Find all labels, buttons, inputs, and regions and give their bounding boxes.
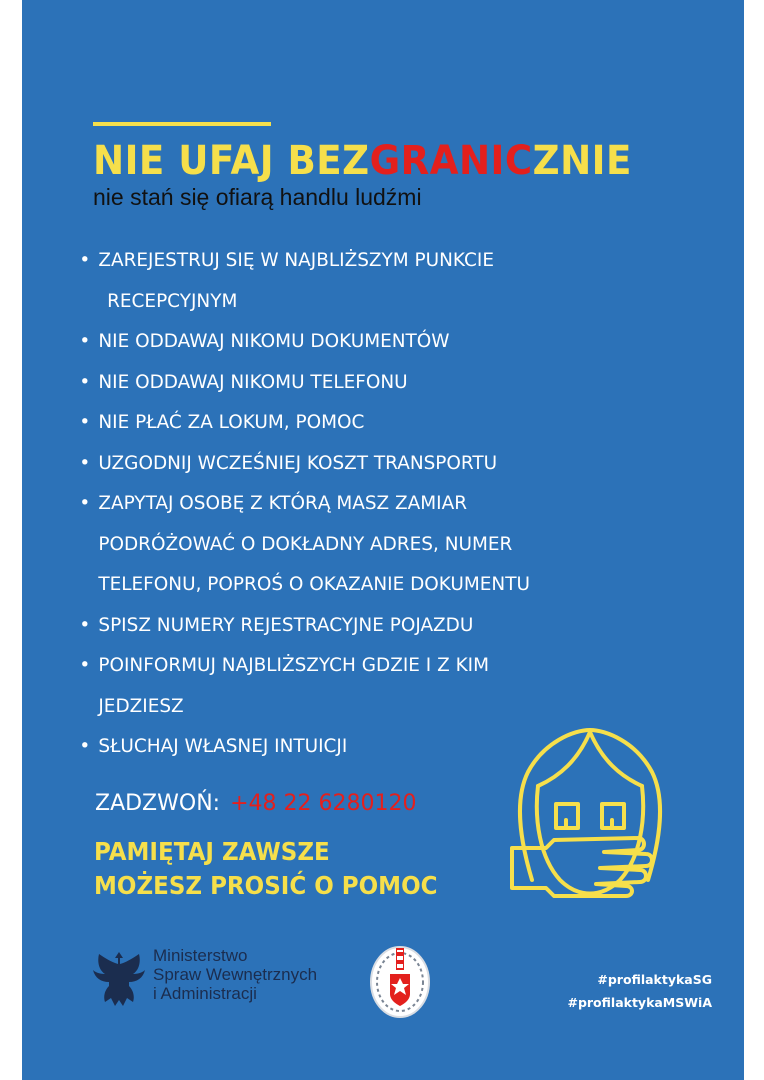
- ministry-line-1: Ministerstwo: [153, 946, 248, 965]
- remember-line-1: PAMIĘTAJ ZAWSZE: [94, 837, 330, 866]
- subheadline: nie stań się ofiarą handlu ludźmi: [93, 184, 422, 210]
- tip-line: ZAREJESTRUJ SIĘ W NAJBLIŻSZYM PUNKCIE: [98, 249, 494, 271]
- bullet-icon: •: [79, 370, 91, 393]
- tips-list: [78, 240, 638, 767]
- covered-mouth-face-icon: [500, 720, 680, 910]
- ministry-line-2: Spraw Wewnętrznych: [153, 965, 318, 984]
- tip-line: NIE PŁAĆ ZA LOKUM, POMOC: [98, 411, 365, 433]
- tip-line: UZGODNIJ WCZEŚNIEJ KOSZT TRANSPORTU: [98, 451, 498, 474]
- remember-line-2: MOŻESZ PROSIĆ O POMOC: [94, 871, 438, 900]
- tip-line: SŁUCHAJ WŁASNEJ INTUICJI: [98, 735, 348, 757]
- border-guard-seal-icon: [368, 940, 432, 1020]
- headline: [93, 136, 632, 186]
- ministry-line-3: i Administracji: [153, 984, 257, 1003]
- bullet-icon: •: [79, 735, 91, 757]
- tip-line: JEDZIESZ: [98, 694, 184, 717]
- tip-item: [78, 443, 621, 484]
- call-line: [95, 784, 416, 824]
- tip-item: [78, 321, 621, 362]
- tip-line: TELEFONU, POPROŚ O OKAZANIE DOKUMENTU: [98, 573, 530, 595]
- phone-number[interactable]: +48 22 6280120: [230, 791, 417, 816]
- hashtags: [567, 968, 712, 1014]
- bullet-icon: •: [79, 492, 91, 514]
- tip-line: NIE ODDAWAJ NIKOMU DOKUMENTÓW: [98, 330, 450, 352]
- tip-item: [78, 362, 621, 403]
- tip-item: [78, 402, 621, 443]
- bullet-icon: •: [79, 249, 91, 271]
- headline-part-2: GRANIC: [369, 138, 533, 184]
- headline-part-1: NIE UFAJ BEZ: [93, 138, 370, 184]
- tip-line: NIE ODDAWAJ NIKOMU TELEFONU: [98, 370, 408, 393]
- ministry-logo: [93, 946, 363, 1012]
- hashtag: #profilaktykaSG: [597, 972, 712, 987]
- headline-part-3: ZNIE: [532, 138, 632, 184]
- bullet-icon: •: [79, 451, 91, 474]
- tip-item: [78, 605, 621, 646]
- tip-item: [78, 240, 621, 321]
- hashtag: #profilaktykaMSWiA: [567, 995, 712, 1010]
- tip-item: [78, 645, 621, 726]
- bullet-icon: •: [79, 654, 91, 676]
- tip-line: RECEPCYJNYM: [107, 289, 238, 312]
- tip-line: SPISZ NUMERY REJESTRACYJNE POJAZDU: [98, 613, 474, 636]
- bullet-icon: •: [79, 330, 91, 352]
- tip-item: [78, 483, 621, 605]
- polish-eagle-icon: [93, 950, 145, 1008]
- tip-line: POINFORMUJ NAJBLIŻSZYCH GDZIE I Z KIM: [98, 654, 490, 676]
- tip-line: PODRÓŻOWAĆ O DOKŁADNY ADRES, NUMER: [98, 532, 513, 555]
- headline-rule: [93, 122, 271, 126]
- tip-line: ZAPYTAJ OSOBĘ Z KTÓRĄ MASZ ZAMIAR: [98, 492, 468, 514]
- bullet-icon: •: [79, 411, 91, 433]
- call-label: ZADZWOŃ:: [95, 791, 221, 816]
- remember-message: [94, 835, 438, 903]
- bullet-icon: •: [79, 613, 91, 636]
